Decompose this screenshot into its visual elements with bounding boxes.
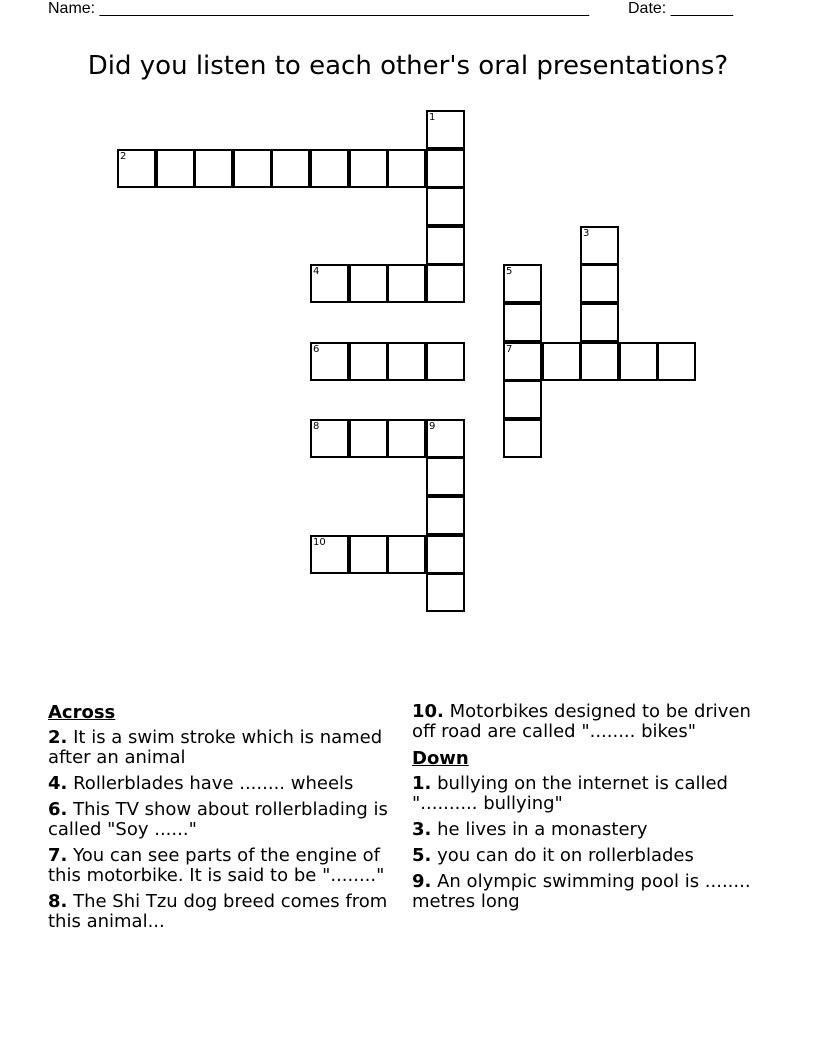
grid-cell[interactable]	[387, 419, 426, 458]
grid-cell[interactable]	[387, 342, 426, 381]
grid-cell[interactable]	[503, 380, 542, 419]
grid-cell[interactable]	[426, 535, 465, 574]
grid-cell[interactable]	[349, 535, 388, 574]
clue-across-7: 7. You can see parts of the engine of this motorbike. It is said to be "........"	[48, 845, 385, 886]
grid-cell[interactable]	[426, 457, 465, 496]
grid-cell[interactable]	[503, 303, 542, 342]
clue-down-3: 3. he lives in a monastery	[412, 819, 648, 840]
grid-cell[interactable]	[156, 149, 195, 188]
grid-cell[interactable]	[310, 264, 349, 303]
clues-column-left	[48, 702, 388, 938]
grid-cell[interactable]	[426, 226, 465, 265]
across-heading: Across	[48, 702, 116, 723]
grid-cell[interactable]	[310, 149, 349, 188]
grid-cell[interactable]	[349, 264, 388, 303]
clue-across-10: 10. Motorbikes designed to be driven off road are called "........ bikes"	[412, 701, 751, 742]
grid-cell[interactable]	[194, 149, 233, 188]
clue-number: 3	[583, 228, 590, 239]
clue-number: 7	[506, 344, 513, 355]
date-field-label: Date: _______	[628, 0, 733, 17]
grid-cell[interactable]	[310, 342, 349, 381]
grid-cell[interactable]	[580, 342, 619, 381]
grid-cell[interactable]	[426, 573, 465, 612]
clues-column-right	[412, 702, 762, 918]
grid-cell[interactable]	[426, 264, 465, 303]
grid-cell[interactable]	[387, 264, 426, 303]
clue-number: 4	[313, 266, 320, 277]
grid-cell[interactable]	[117, 149, 156, 188]
grid-cell[interactable]	[426, 496, 465, 535]
clue-number: 10	[313, 537, 326, 548]
grid-cell[interactable]	[542, 342, 581, 381]
grid-cell[interactable]	[426, 342, 465, 381]
grid-cell[interactable]	[619, 342, 658, 381]
clue-number: 8	[313, 421, 320, 432]
grid-cell[interactable]	[657, 342, 696, 381]
clue-across-2: 2. It is a swim stroke which is named after an animal	[48, 727, 383, 768]
clue-across-4: 4. Rollerblades have ........ wheels	[48, 773, 354, 794]
grid-cell[interactable]	[580, 264, 619, 303]
grid-cell[interactable]	[580, 226, 619, 265]
grid-cell[interactable]	[349, 342, 388, 381]
clue-down-9: 9. An olympic swimming pool is ........ metres long	[412, 871, 751, 912]
grid-cell[interactable]	[426, 187, 465, 226]
grid-cell[interactable]	[580, 303, 619, 342]
grid-cell[interactable]	[503, 419, 542, 458]
grid-cell[interactable]	[426, 149, 465, 188]
clue-across-8: 8. The Shi Tzu dog breed comes from this animal...	[48, 891, 388, 932]
grid-cell[interactable]	[349, 419, 388, 458]
grid-cell[interactable]	[426, 419, 465, 458]
grid-cell[interactable]	[426, 110, 465, 149]
clue-number: 5	[506, 266, 513, 277]
clue-down-5: 5. you can do it on rollerblades	[412, 845, 694, 866]
grid-cell[interactable]	[310, 535, 349, 574]
grid-cell[interactable]	[387, 535, 426, 574]
name-field-label: Name: _______________________________________________________	[48, 0, 589, 17]
clue-across-6: 6. This TV show about rollerblading is called "Soy ......"	[48, 799, 388, 840]
grid-cell[interactable]	[271, 149, 310, 188]
page-title: Did you listen to each other's oral presentations?	[87, 51, 729, 81]
grid-cell[interactable]	[387, 149, 426, 188]
grid-cell[interactable]	[349, 149, 388, 188]
clue-down-1: 1. bullying on the internet is called ".......... bullying"	[412, 773, 728, 814]
clue-number: 1	[429, 112, 436, 123]
grid-cell[interactable]	[503, 264, 542, 303]
grid-cell[interactable]	[233, 149, 272, 188]
down-heading: Down	[412, 748, 469, 769]
grid-cell[interactable]	[503, 342, 542, 381]
clue-number: 6	[313, 344, 320, 355]
clue-number: 2	[120, 151, 127, 162]
grid-cell[interactable]	[310, 419, 349, 458]
clue-number: 9	[429, 421, 436, 432]
